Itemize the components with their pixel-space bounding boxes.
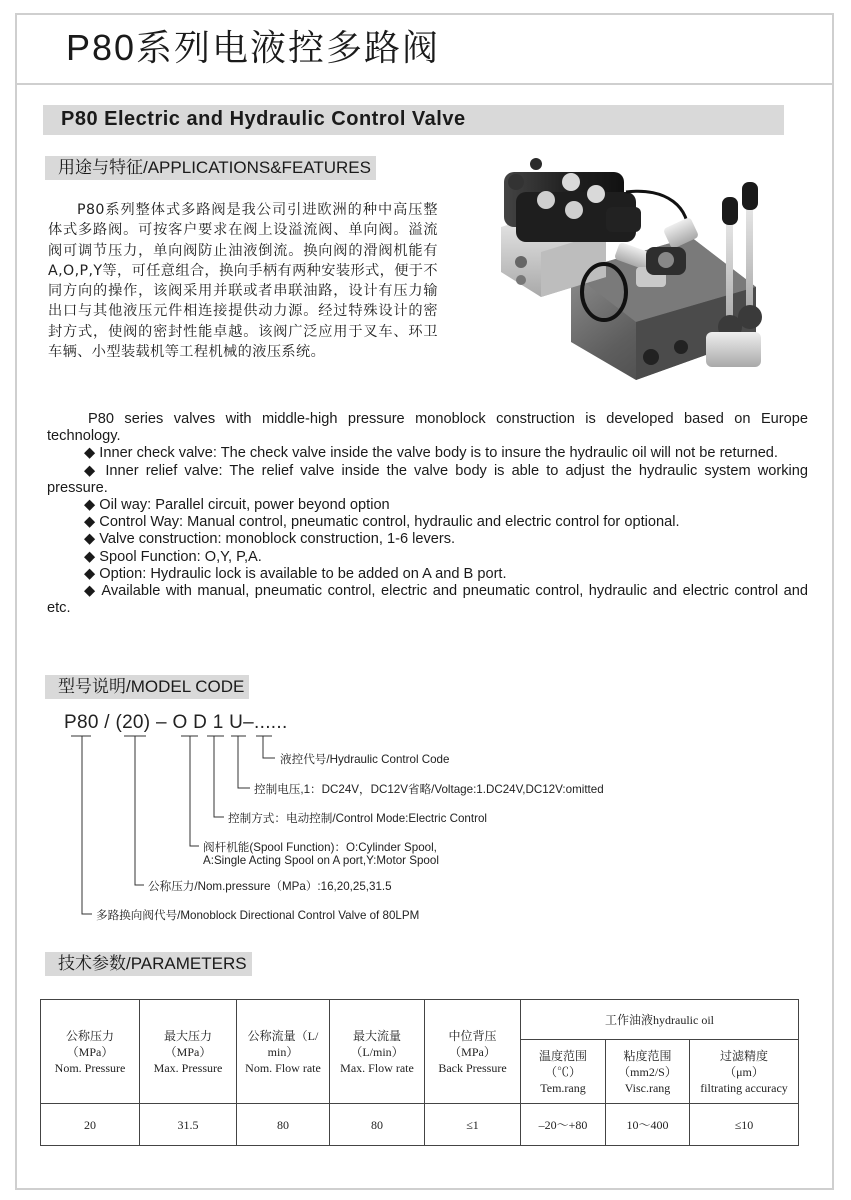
subheader-cn: 过滤精度 [719, 1048, 768, 1063]
feature-item: ◆ Inner relief valve: The relief valve inside the valve body is able to adjust the hydraulic system working pressure. [47, 462, 808, 496]
param-header-cell [140, 1000, 237, 1104]
page-title: P80系列电液控多路阀 [66, 27, 441, 68]
feature-item: ◆ Valve construction: monoblock construction, 1-6 levers. [84, 531, 456, 548]
code-label-voltage: 控制电压,1：DC24V，DC12V省略/Voltage:1.DC24V,DC12V:omitted [254, 783, 604, 796]
header-en: Nom. Flow rate [245, 1060, 321, 1075]
subheader-en: Visc.rang [624, 1080, 671, 1095]
header-unit: （MPa） [164, 1044, 212, 1059]
header-unit: min） [267, 1044, 299, 1059]
param-value: –20～+80 [521, 1104, 606, 1146]
param-value: 10～400 [606, 1104, 690, 1146]
subheader-unit: （μm） [724, 1064, 764, 1079]
code-label-pressure: 公称压力/Nom.pressure（MPa）:16,20,25,31.5 [148, 880, 392, 893]
subheader-unit: （mm2/S） [618, 1064, 677, 1079]
subheader-en: Tem.rang [540, 1080, 586, 1095]
parameters-table [40, 999, 799, 1146]
header-unit: （MPa） [449, 1044, 496, 1059]
param-value: 80 [330, 1104, 425, 1146]
param-header-cell [330, 1000, 425, 1104]
product-banner [43, 105, 784, 135]
param-subheader-cell [606, 1040, 690, 1104]
feature-item: ◆ Available with manual, pneumatic control, electric and pneumatic control, hydraulic and electric control and etc. [47, 583, 808, 617]
code-label-spool-function: 阀杆机能(Spool Function)：O:Cylinder Spool, [203, 841, 437, 854]
header-cn: 公称流量（L/ [247, 1028, 319, 1043]
model-code-string: P80 / (20) – O D 1 U–...... [64, 712, 288, 733]
header-cn: 最大压力 [163, 1028, 212, 1043]
feature-item: ◆ Option: Hydraulic lock is available to be added on A and B port. [84, 565, 507, 582]
param-header-cell [41, 1000, 140, 1104]
feature-item: ◆ Control Way: Manual control, pneumatic control, hydraulic and electric control for optional. [84, 514, 680, 531]
header-en: Nom. Pressure [54, 1060, 126, 1075]
subheader-en: filtrating accuracy [700, 1080, 788, 1095]
feature-item: ◆ Spool Function: O,Y, P,A. [84, 548, 262, 565]
param-value: 80 [237, 1104, 330, 1146]
feature-item: ◆ Inner check valve: The check valve inside the valve body is to insure the hydraulic oil will not be returned. [84, 445, 778, 462]
hydraulic-oil-header: 工作油液hydraulic oil [521, 1000, 799, 1040]
code-label-control-mode: 控制方式：电动控制/Control Mode:Electric Control [228, 812, 487, 825]
valve-product-image [476, 152, 786, 384]
param-value: ≤10 [690, 1104, 799, 1146]
code-label-hydraulic: 液控代号/Hydraulic Control Code [280, 753, 450, 766]
param-subheader-cell [690, 1040, 799, 1104]
header-unit: （L/min） [350, 1044, 404, 1059]
param-value: 31.5 [140, 1104, 237, 1146]
header-en: Max. Flow rate [340, 1060, 414, 1075]
subheader-cn: 温度范围 [538, 1048, 587, 1063]
feature-item: ◆ Oil way: Parallel circuit, power beyond option [84, 497, 390, 514]
header-cn: 最大流量 [352, 1028, 401, 1043]
section-model-code: 型号说明/MODEL CODE [45, 675, 249, 699]
subheader-unit: （℃） [544, 1064, 581, 1079]
section-parameters: 技术参数/PARAMETERS [45, 952, 252, 976]
header-cn: 公称压力 [65, 1028, 114, 1043]
header-en: Back Pressure [438, 1060, 507, 1075]
english-description [47, 411, 808, 617]
title-divider [17, 83, 832, 85]
param-value: 20 [41, 1104, 140, 1146]
header-en: Max. Pressure [153, 1060, 223, 1075]
param-value: ≤1 [425, 1104, 521, 1146]
en-intro: P80 series valves with middle-high pressure monoblock construction is developed based on Europe technology. [47, 411, 808, 445]
section-applications: 用途与特征/APPLICATIONS&FEATURES [45, 156, 376, 180]
code-label-spool-function-2: A:Single Acting Spool on A port,Y:Motor Spool [203, 854, 439, 867]
banner-title: P80 Electric and Hydraulic Control Valve [61, 108, 466, 130]
param-subheader-cell [521, 1040, 606, 1104]
cn-description [48, 200, 438, 362]
cn-paragraph: P80系列整体式多路阀是我公司引进欧洲的种中高压整体式多路阀。可按客户要求在阀上设溢流阀、单向阀。溢流阀可调节压力，单向阀防止油液倒流。换向阀的滑阀机能有A,O,P,Y等，可任意组合，换向手柄有两种安装形式，便于不同方向的操作，该阀采用并联或者串联油路，设计有压力输出口与其他液压元件相连接提供动力源。经过特殊设计的密封方式，使阀的密封性能卓越。该阀广泛应用于叉车、环卫车辆、小型装载机等工程机械的液压系统。 [48, 202, 438, 361]
subheader-cn: 粘度范围 [623, 1048, 672, 1063]
param-header-cell [237, 1000, 330, 1104]
param-header-cell [425, 1000, 521, 1104]
header-unit: （MPa） [66, 1044, 114, 1059]
code-label-valve: 多路换向阀代号/Monoblock Directional Control Valve of 80LPM [96, 909, 420, 922]
header-cn: 中位背压 [448, 1028, 497, 1043]
